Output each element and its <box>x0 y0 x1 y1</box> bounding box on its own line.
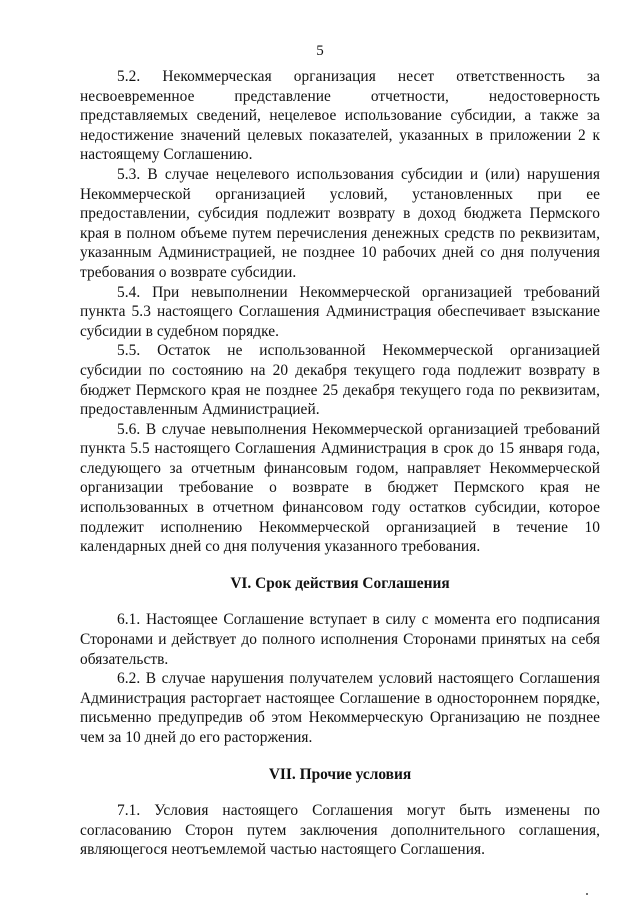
clause-6-2: 6.2. В случае нарушения получателем условий настоящего Соглашения Администрация расторгает настоящее Соглашение в одностороннем порядке, письменно предупредив об этом Некоммерческую Организацию не позднее чем за 10 дней до его расторжения. <box>80 670 600 746</box>
page-number: 5 <box>316 43 324 59</box>
clause-7-1: 7.1. Условия настоящего Соглашения могут быть изменены по согласованию Сторон путем заключения дополнительного соглашения, являющегося неотъемлемой частью настоящего Соглашения. <box>80 802 600 859</box>
clause-5-2: 5.2. Некоммерческая организация несет ответственность за несвоевременное представление отчетности, недостоверность представляемых сведений, нецелевое использование субсидии, а также за недостижение значений целевых показателей, указанных в приложении 2 к настоящему Соглашению. <box>80 68 600 164</box>
section-heading-vi: VI. Срок действия Соглашения <box>230 574 450 592</box>
clause-6-1: 6.1. Настоящее Соглашение вступает в силу с момента его подписания Сторонами и действует до полного исполнения Сторонами принятых на себя обязательств. <box>80 611 600 668</box>
clause-5-4: 5.4. При невыполнении Некоммерческой организацией требований пункта 5.3 настоящего Соглашения Администрация обеспечивает взыскание субсидии в судебном порядке. <box>80 283 600 340</box>
document-body <box>80 67 600 860</box>
scan-artifact-dot <box>586 893 588 895</box>
section-heading-vii: VII. Прочие условия <box>268 765 412 783</box>
clause-5-5: 5.5. Остаток не использованной Некоммерческой организацией субсидии по состоянию на 20 декабря текущего года подлежит возврату в бюджет Пермского края не позднее 25 декабря текущего года по реквизитам, предоставленным Администрацией. <box>80 342 600 419</box>
clause-5-3: 5.3. В случае нецелевого использования субсидии и (или) нарушения Некоммерческой организацией условий, установленных при ее предоставлении, субсидия подлежит возврату в доход бюджета Пермского края в полном объеме путем перечисления денежных средств по реквизитам, указанным Администрацией, не позднее 10 рабочих дней со дня получения требования о возврате субсидии. <box>80 165 600 281</box>
clause-5-6: 5.6. В случае невыполнения Некоммерческой организацией требований пункта 5.5 настоящего Соглашения Администрация в срок до 15 января года, следующего за отчетным финансовым годом, направляет Некоммерческой организации требование о возврате в бюджет Пермского края не использованных в отчетном финансовом году остатков субсидии, которое подлежит исполнению Некоммерческой организацией в течение 10 календарных дней со дня получения указанного требования. <box>80 420 600 556</box>
